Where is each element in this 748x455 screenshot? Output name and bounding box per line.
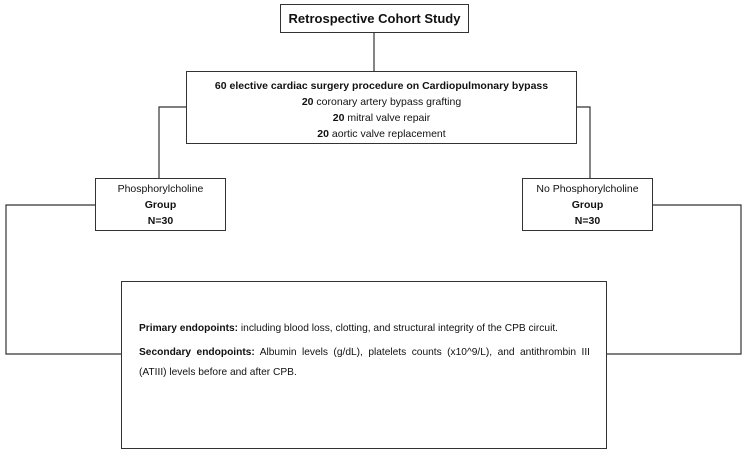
primary-endpoints-label: Primary endopoints: xyxy=(139,323,239,334)
secondary-endpoints xyxy=(139,343,590,383)
primary-endpoints-text: including blood loss, clotting, and structural integrity of the CPB circuit. xyxy=(238,323,558,334)
procedure-count: 20 xyxy=(332,112,345,124)
group-name: No Phosphorylcholine xyxy=(536,183,639,195)
connector-procedures-to-right-group xyxy=(577,107,590,178)
study-title-box xyxy=(280,4,469,33)
procedure-label: coronary artery bypass grafting xyxy=(313,96,462,108)
group-type: Group xyxy=(144,199,177,211)
procedures-box xyxy=(186,71,577,144)
group-type: Group xyxy=(571,199,604,211)
procedure-item xyxy=(187,110,576,126)
group-name: Phosphorylcholine xyxy=(117,183,204,195)
group-size: N=30 xyxy=(574,215,601,227)
no-phosphorylcholine-group-box xyxy=(522,178,653,231)
procedure-item xyxy=(187,126,576,142)
procedure-label: mitral valve repair xyxy=(344,112,431,124)
group-size: N=30 xyxy=(147,215,174,227)
secondary-endpoints-text: Albumin levels (g/dL), platelets counts (x10^9/L), and antithrombin III (ATIII) levels before and after CPB. xyxy=(139,347,590,378)
procedure-count: 20 xyxy=(317,128,329,140)
secondary-endpoints-label: Secondary endopoints: xyxy=(139,347,255,358)
endpoints-box xyxy=(121,281,607,449)
phosphorylcholine-group-box xyxy=(95,178,226,231)
procedure-label: aortic valve replacement xyxy=(328,128,446,140)
primary-endpoints xyxy=(139,319,590,339)
connector-procedures-to-left-group xyxy=(159,107,186,178)
study-title: Retrospective Cohort Study xyxy=(288,11,461,26)
procedure-item xyxy=(187,94,576,110)
procedure-count: 20 xyxy=(301,96,314,108)
procedures-headline: 60 elective cardiac surgery procedure on Cardiopulmonary bypass xyxy=(214,80,549,92)
